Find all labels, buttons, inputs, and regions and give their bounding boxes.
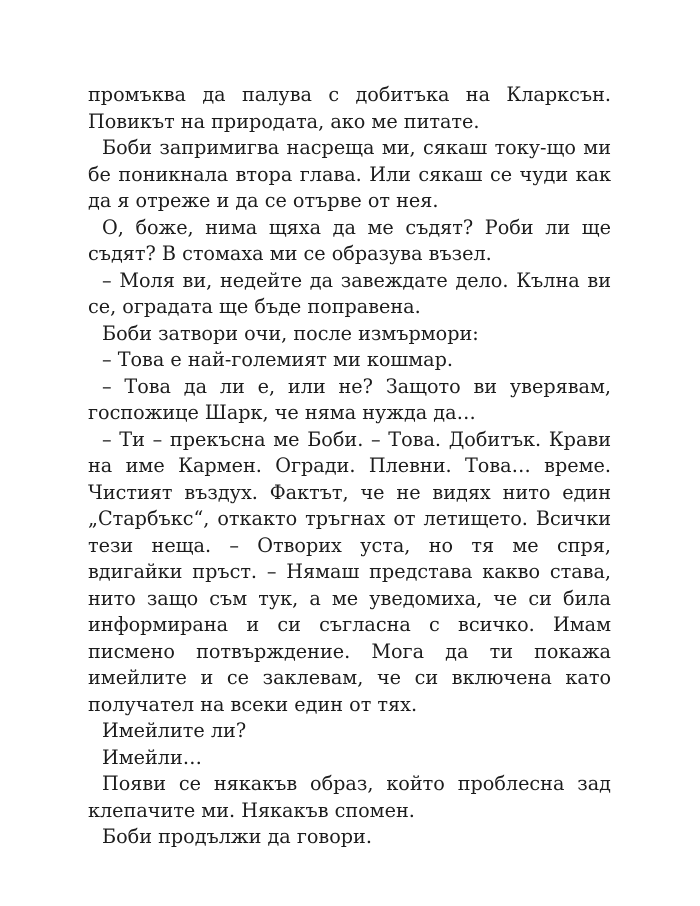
paragraph: Появи се някакъв образ, който проблесна зад клепачите ми. Някакъв спомен. xyxy=(88,772,611,822)
dialogue-paragraph: – Това е най-големият ми кошмар. xyxy=(102,348,453,371)
paragraph: О, боже, нима щяха да ме съдят? Роби ли ще съдят? В стомаха ми се образува възел. xyxy=(88,215,611,265)
paragraph: Имейлите ли? xyxy=(102,719,247,742)
dialogue-paragraph: – Моля ви, недейте да завеждате дело. Кълна ви се, оградата ще бъде поправена. xyxy=(88,268,611,318)
paragraph-continuation: промъква да палува с добитъка на Кларксън. Повикът на природата, ако ме питате. xyxy=(88,83,611,133)
paragraph: Боби запримигва насреща ми, сякаш току-що ми бе поникнала втора глава. Или сякаш се чуди как да я отреже и да се отърве от нея. xyxy=(88,136,611,212)
dialogue-paragraph: – Ти – прекъсна ме Боби. – Това. Добитък. Крави на име Кармен. Огради. Плевни. Това… време. Чистият въздух. Фактът, че не видях нито един „Старбъкс“, откакто тръгнах от летището. Всички тези неща. – Отворих уста, но тя ме спря, вдигайки пръст. – Нямаш представа какво става, нито защо съм тук, а ме уведомиха, че си била информирана и си съгласна с всичко. Имам писмено потвърждение. Мога да ти покажа имейлите и се заклевам, че си включена като получател на всеки един от тях. xyxy=(88,427,611,716)
paragraph: Боби продължи да говори. xyxy=(102,825,372,848)
dialogue-paragraph: – Това да ли е, или не? Защото ви уверявам, госпожице Шарк, че няма нужда да… xyxy=(88,374,611,424)
paragraph: Имейли… xyxy=(102,745,202,769)
paragraph: Боби затвори очи, после измърмори: xyxy=(102,321,479,345)
page-text xyxy=(88,82,611,851)
